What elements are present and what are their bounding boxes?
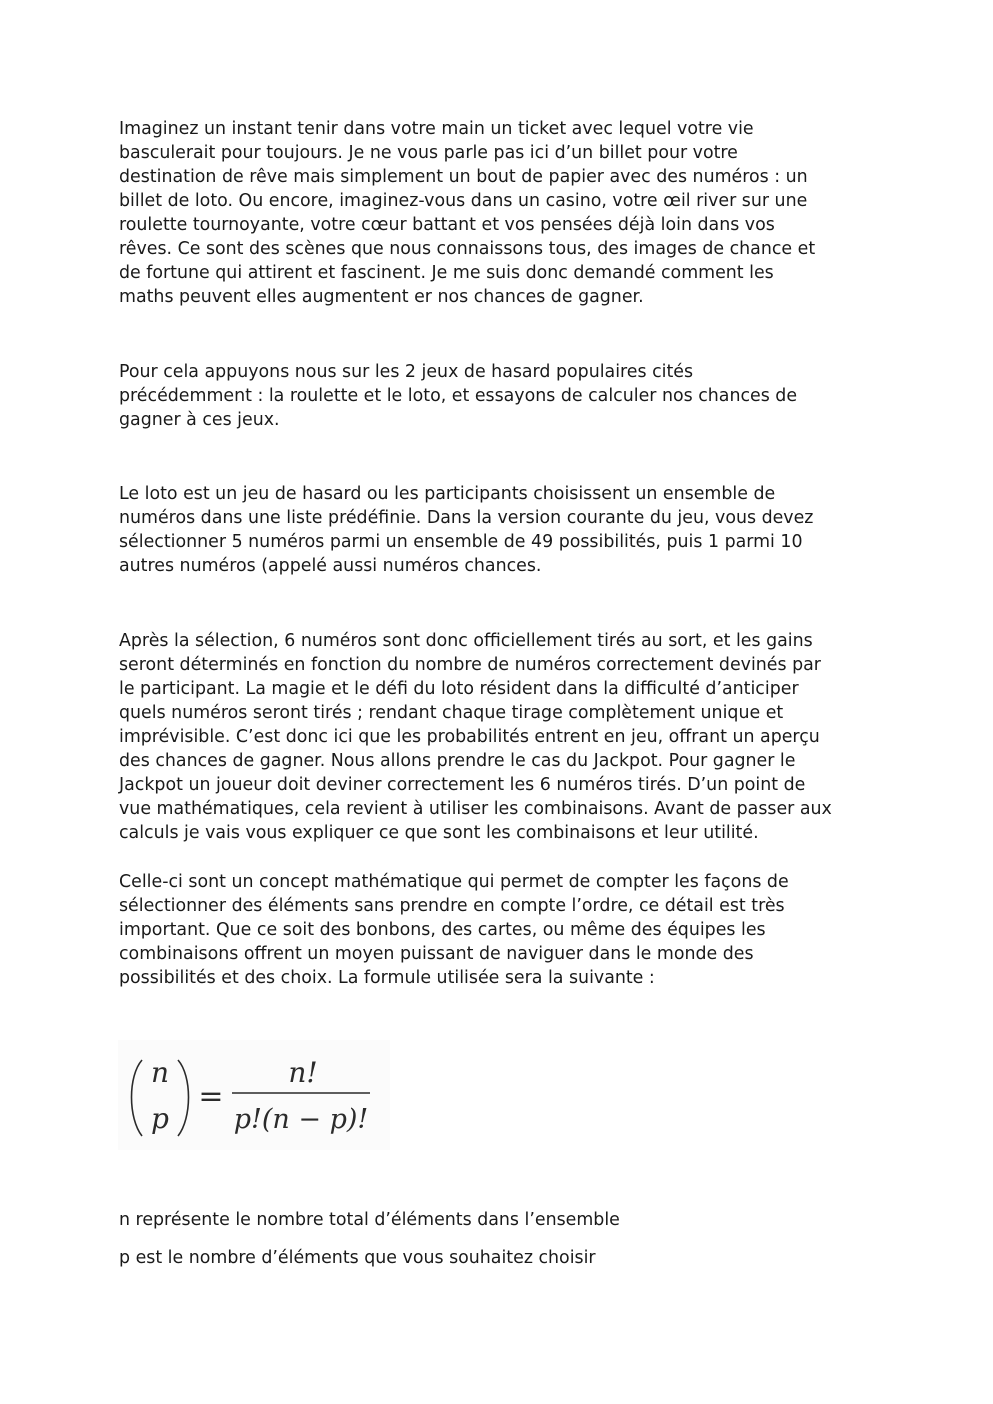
left-paren [132,1060,143,1136]
combination-formula [118,1040,390,1150]
paragraph-intro [119,117,879,309]
text-line: billet de loto. Ou encore, imaginez-vous dans un casino, votre œil river sur une [119,191,808,211]
text-line: précédemment : la roulette et le loto, et essayons de calculer nos chances de [119,386,798,406]
text-line: possibilités et des choix. La formule utilisée sera la suivante : [119,968,655,988]
denominator: p!(n − p)! [233,1104,369,1135]
text-line: Pour cela appuyons nous sur les 2 jeux de hasard populaires cités [119,362,694,382]
text-line: imprévisible. C’est donc ici que les probabilités entrent en jeu, offrant un aperçu [119,727,820,747]
text-line: sélectionner des éléments sans prendre en compte l’ordre, ce détail est très [119,896,785,916]
text-line: de fortune qui attirent et fascinent. Je me suis donc demandé comment les [119,263,774,283]
text-line: sélectionner 5 numéros parmi un ensemble de 49 possibilités, puis 1 parmi 10 [119,532,803,552]
text-line: autres numéros (appelé aussi numéros chances. [119,556,542,576]
text-line: numéros dans une liste prédéfinie. Dans la version courante du jeu, vous devez [119,508,814,528]
text-line: seront déterminés en fonction du nombre de numéros correctement devinés par [119,655,821,675]
binom-top: n [150,1056,170,1089]
definition-p: p est le nombre d’éléments que vous souhaitez choisir [119,1248,596,1268]
text-line: Celle-ci sont un concept mathématique qui permet de compter les façons de [119,872,789,892]
text-line: Le loto est un jeu de hasard ou les participants choisissent un ensemble de [119,484,776,504]
text-line: Imaginez un instant tenir dans votre main un ticket avec lequel votre vie [119,119,754,139]
text-line: vue mathématiques, cela revient à utiliser les combinaisons. Avant de passer aux [119,799,832,819]
text-line: roulette tournoyante, votre cœur battant et vos pensées déjà loin dans vos [119,215,775,235]
text-line: basculerait pour toujours. Je ne vous parle pas ici d’un billet pour votre [119,143,738,163]
equals-sign: = [198,1079,224,1114]
numerator: n! [288,1056,318,1089]
text-line: le participant. La magie et le défi du loto résident dans la difficulté d’anticiper [119,679,799,699]
text-line: important. Que ce soit des bonbons, des cartes, ou même des équipes les [119,920,766,940]
right-paren [178,1060,189,1136]
text-line: calculs je vais vous expliquer ce que sont les combinaisons et leur utilité. [119,823,759,843]
text-line: maths peuvent elles augmentent er nos chances de gagner. [119,287,644,307]
text-line: destination de rêve mais simplement un bout de papier avec des numéros : un [119,167,808,187]
definition-n: n représente le nombre total d’éléments dans l’ensemble [119,1210,620,1230]
text-line: des chances de gagner. Nous allons prendre le cas du Jackpot. Pour gagner le [119,751,796,771]
text-line: quels numéros seront tirés ; rendant chaque tirage complètement unique et [119,703,784,723]
binom-bottom: p [151,1102,169,1135]
paragraph-draw [119,629,879,845]
text-line: gagner à ces jeux. [119,410,280,430]
text-line: Après la sélection, 6 numéros sont donc officiellement tirés au sort, et les gains [119,631,813,651]
text-line: Jackpot un joueur doit deviner correctement les 6 numéros tirés. D’un point de [119,775,806,795]
text-line: rêves. Ce sont des scènes que nous connaissons tous, des images de chance et [119,239,816,259]
paragraph-loto-rules [119,482,879,578]
text-line: combinaisons offrent un moyen puissant de naviguer dans le monde des [119,944,754,964]
paragraph-games [119,360,879,432]
paragraph-combinations [119,870,879,990]
